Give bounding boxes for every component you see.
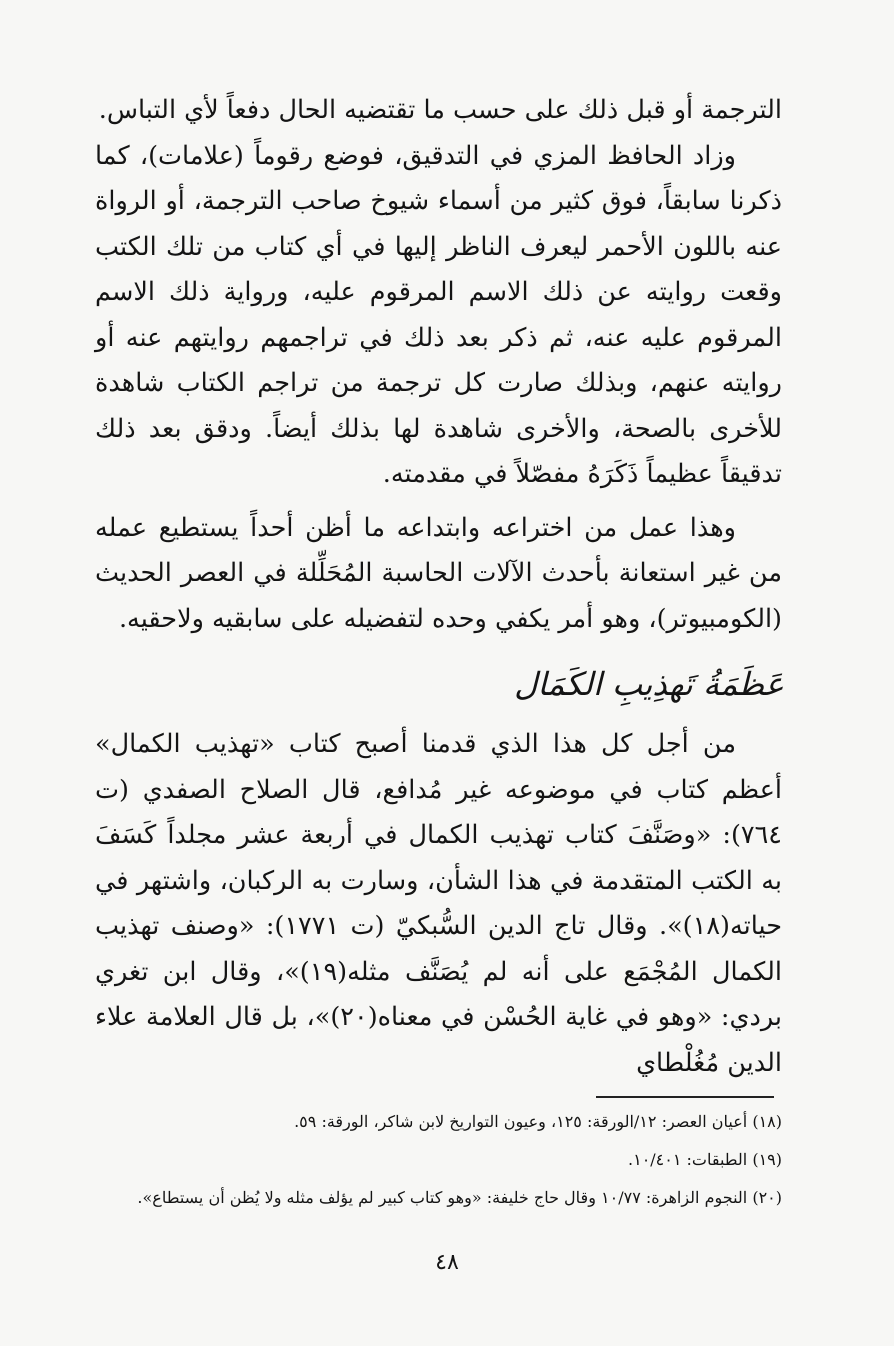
footnotes xyxy=(85,1103,782,1217)
footnote-18: (١٨) أعيان العصر: ١٢/الورقة: ١٢٥، وعيون التواريخ لابن شاكر، الورقة: ٥٩. xyxy=(294,1112,782,1131)
page-number: ٤٨ xyxy=(435,1250,459,1275)
paragraph-invention: وهذا عمل من اختراعه وابتداعه ما أظن أحداً يستطيع عمله من غير استعانة بأحدث الآلات الحاسبة المُحَلِّلة في العصر الحديث (الكومبيوتر)، وهو أمر يكفي وحده لتفضيله على سابقيه ولاحقيه. xyxy=(95,512,782,634)
footnote-20: (٢٠) النجوم الزاهرة: ١٠/٧٧ وقال حاج خليفة: «وهو كتاب كبير لم يؤلف مثله ولا يُظن أن يستطاع». xyxy=(137,1188,782,1207)
main-text-bottom xyxy=(95,722,782,1086)
section-heading: عَظَمَةُ تَهذِيبِ الكَمَال xyxy=(514,665,784,703)
footnote-19: (١٩) الطبقات: ١٠/٤٠١. xyxy=(628,1150,782,1169)
paragraph-greatness: من أجل كل هذا الذي قدمنا أصبح كتاب «تهذيب الكمال» أعظم كتاب في موضوعه غير مُدافع، قال الصلاح الصفدي (ت ٧٦٤): «وصَنَّفَ كتاب تهذيب الكمال في أربعة عشر مجلداً كَسَفَ به الكتب المتقدمة في هذا الشأن، وسارت به الركبان، واشتهر في حياته(١٨)». وقال تاج الدين السُّبكيّ (ت ١٧٧١): «وصنف تهذيب الكمال المُجْمَع على أنه لم يُصَنَّف مثله(١٩)»، وقال ابن تغري بردي: «وهو في غاية الحُسْن في معناه(٢٠)»، بل قال العلامة علاء الدين مُغُلْطاي xyxy=(95,729,783,1078)
footnote-separator xyxy=(596,1096,774,1098)
main-text-top xyxy=(95,88,782,642)
paragraph-continuation: الترجمة أو قبل ذلك على حسب ما تقتضيه الحال دفعاً لأي التباس. xyxy=(98,95,782,125)
paragraph-mizzi-marks: وزاد الحافظ المزي في التدقيق، فوضع رقوماً (علامات)، كما ذكرنا سابقاً، فوق كثير من أسماء شيوخ صاحب الترجمة، أو الرواة عنه باللون الأحمر ليعرف الناظر إليها في أي كتاب من تلك الكتب وقعت روايته عن ذلك الاسم المرقوم عليه، ورواية ذلك الاسم المرقوم عليه عنه، ثم ذكر بعد ذلك في تراجمهم روايتهم عنه أو روايته عنهم، وبذلك صارت كل ترجمة من تراجم الكتاب شاهدة للأخرى بالصحة، والأخرى شاهدة لها بذلك أيضاً. ودقق بعد ذلك تدقيقاً عظيماً ذَكَرَهُ مفصّلاً في مقدمته. xyxy=(95,140,782,489)
